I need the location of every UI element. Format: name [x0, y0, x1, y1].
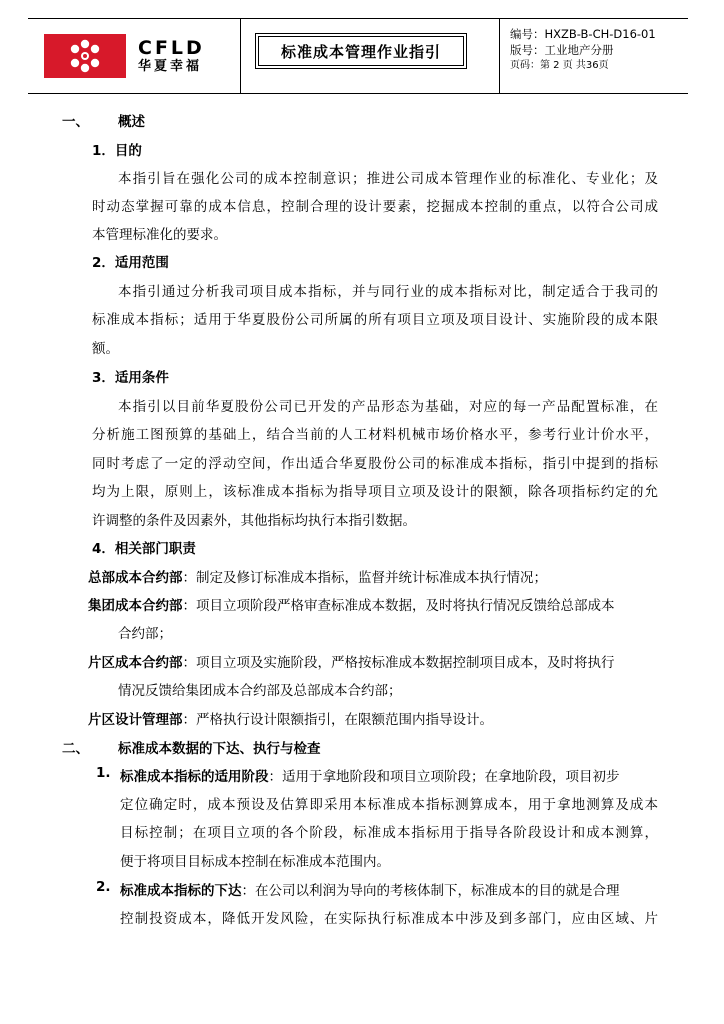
list-item-line: 控制投资成本，降低开发风险，在实际执行标准成本中涉及到多部门，应由区域、片: [120, 911, 658, 927]
doc-version: 版号：工业地产分册: [510, 43, 614, 57]
list-item-text: ：在公司以利润为导向的考核体制下，标准成本的目的就是合理: [241, 883, 620, 899]
duty-department: 集团成本合约部: [88, 598, 183, 614]
duty-text: ：严格执行设计限额指引，在限额范围内指导设计。: [182, 712, 493, 728]
paragraph-line: 额。: [92, 341, 119, 357]
page-number: 页码：第 2 页 共36页: [510, 60, 609, 71]
header-divider-left: [240, 18, 241, 93]
document-title: 标准成本管理作业指引: [258, 36, 464, 66]
section-number: 二、: [62, 741, 89, 757]
duty-item: [88, 594, 615, 614]
duty-text-continued: 合约部；: [118, 626, 172, 642]
paragraph-line: 分析施工图预算的基础上，结合当前的人工材料机械市场价格水平，参考行业计价水平，: [92, 427, 658, 443]
section-title: 标准成本数据的下达、执行与检查: [118, 741, 321, 757]
header-top-rule: [28, 18, 688, 19]
duty-department: 片区设计管理部: [88, 712, 183, 728]
list-item-label: 标准成本指标的适用阶段: [120, 769, 269, 785]
paragraph-line: 时动态掌握可靠的成本信息，控制合理的设计要素，挖掘成本控制的重点，以符合公司成: [92, 199, 658, 215]
page-header: [28, 14, 688, 92]
duty-text: ：项目立项及实施阶段，严格按标准成本数据控制项目成本，及时将执行: [182, 655, 615, 671]
subsection-title: 4．相关部门职责: [92, 541, 196, 557]
list-item-first-line: [120, 765, 620, 785]
paragraph-line: 标准成本指标；适用于华夏股份公司所属的所有项目立项及项目设计、实施阶段的成本限: [92, 312, 658, 328]
list-number: 2.: [96, 879, 111, 895]
paragraph-line: 均为上限，原则上，该标准成本指标为指导项目立项及设计的限额，除各项指标约定的允: [92, 484, 658, 500]
duty-department: 总部成本合约部: [88, 570, 183, 586]
flower-logo-icon: [65, 38, 105, 74]
document-meta: [510, 26, 656, 74]
subsection-title: 1．目的: [92, 143, 142, 159]
subsection-title: 3．适用条件: [92, 370, 169, 386]
header-bottom-rule: [28, 93, 688, 94]
section-number: 一、: [62, 114, 89, 130]
list-item-line: 目标控制；在项目立项的各个阶段，标准成本指标用于指导各阶段设计和成本测算，: [120, 825, 658, 841]
section-title: 概述: [118, 114, 145, 130]
logo-chinese: 华夏幸福: [138, 59, 203, 74]
paragraph-line: 许调整的条件及因素外，其他指标均执行本指引数据。: [92, 513, 416, 529]
list-item-text: ：适用于拿地阶段和项目立项阶段；在拿地阶段，项目初步: [268, 769, 620, 785]
duty-text: ：制定及修订标准成本指标，监督并统计标准成本执行情况；: [182, 570, 547, 586]
duty-item: [88, 651, 615, 671]
list-item-line: 定位确定时，成本预设及估算即采用本标准成本指标测算成本，用于拿地测算及成本: [120, 797, 658, 813]
duty-department: 片区成本合约部: [88, 655, 183, 671]
subsection-title: 2．适用范围: [92, 255, 169, 271]
company-logo: [44, 34, 126, 78]
paragraph-line: 本指引通过分析我司项目成本指标，并与同行业的成本指标对比，制定适合于我司的: [118, 284, 658, 300]
header-divider-right: [499, 18, 500, 93]
paragraph-line: 本指引以目前华夏股份公司已开发的产品形态为基础，对应的每一产品配置标准，在: [118, 399, 658, 415]
paragraph-line: 本管理标准化的要求。: [92, 227, 227, 243]
list-number: 1.: [96, 765, 111, 781]
list-item-first-line: [120, 879, 620, 899]
duty-item: [88, 566, 547, 586]
duty-text: ：项目立项阶段严格审查标准成本数据，及时将执行情况反馈给总部成本: [182, 598, 615, 614]
doc-number: 编号：HXZB-B-CH-D16-01: [510, 27, 656, 41]
paragraph-line: 同时考虑了一定的浮动空间，作出适合华夏股份公司的标准成本指标，指引中提到的指标: [92, 456, 658, 472]
paragraph-line: 本指引旨在强化公司的成本控制意识；推进公司成本管理作业的标准化、专业化；及: [118, 171, 658, 187]
duty-text-continued: 情况反馈给集团成本合约部及总部成本合约部；: [118, 683, 402, 699]
list-item-line: 便于将项目目标成本控制在标准成本范围内。: [120, 854, 390, 870]
list-item-label: 标准成本指标的下达: [120, 883, 242, 899]
duty-item: [88, 708, 493, 728]
logo-english: CFLD: [138, 37, 205, 59]
logo-wordmark: [138, 38, 205, 76]
